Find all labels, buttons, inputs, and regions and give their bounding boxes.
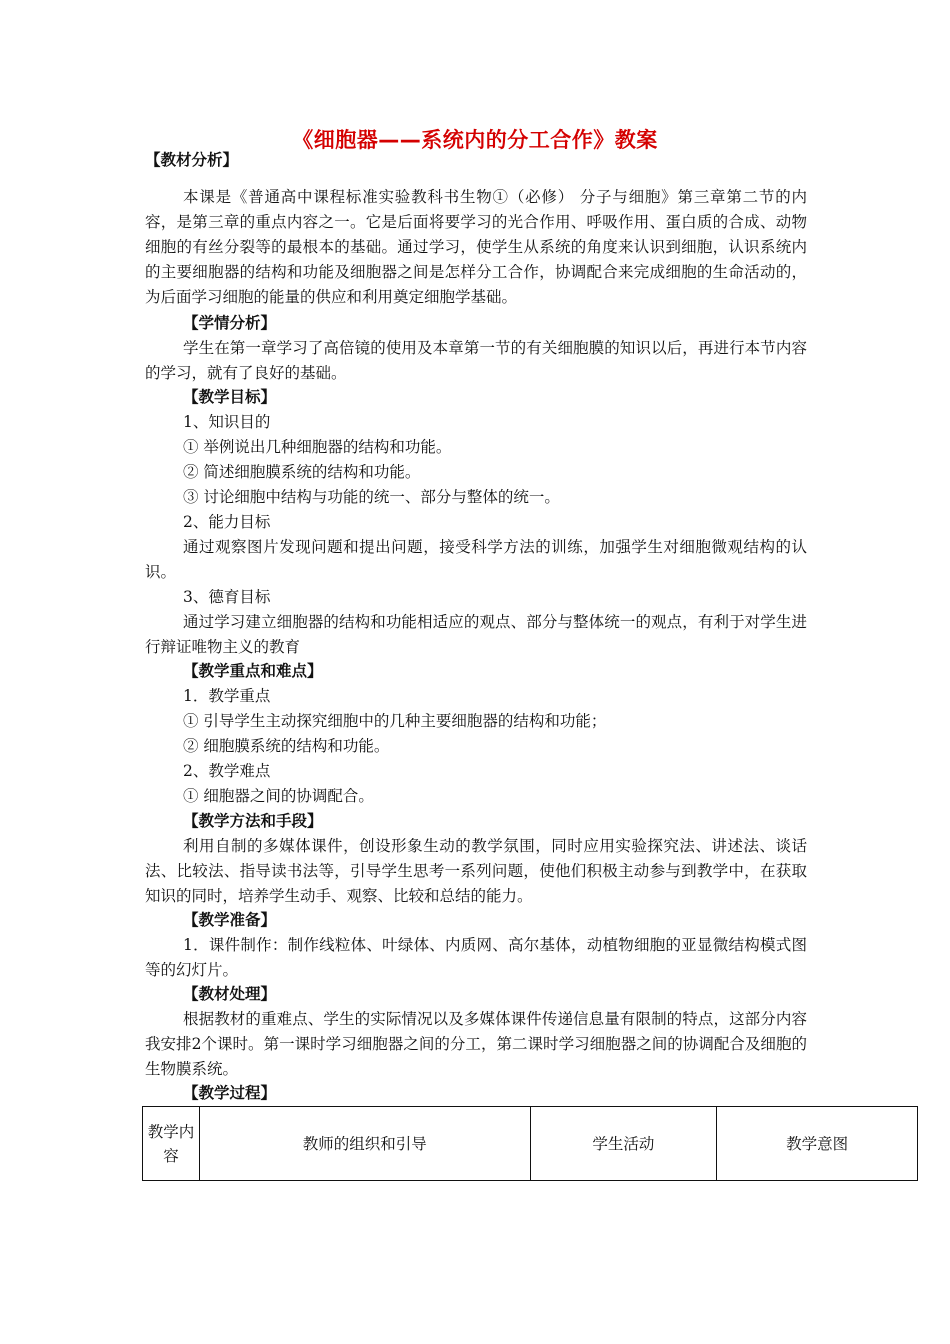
- document-title: 《细胞器——系统内的分工合作》教案: [292, 128, 658, 152]
- paragraph-textbook-analysis: 本课是《普通高中课程标准实验教科书生物①（必修） 分子与细胞》第三章第二节的内容，是第三章的重点内容之一。它是后面将要学习的光合作用、呼吸作用、蛋白质的合成、动物细胞的有丝分裂等的最根本的基础。通过学习，使学生从系统的角度来认识到细胞，认识系统内的主要细胞器的结构和功能及细胞器之间是怎样分工合作，协调配合来完成细胞的生命活动的，为后面学习细胞的能量的供应和利用奠定细胞学基础。: [145, 188, 807, 306]
- moral-objective-text: 通过学习建立细胞器的结构和功能相适应的观点、部分与整体统一的观点，有利于对学生进行辩证唯物主义的教育: [145, 613, 807, 656]
- difficult-points-title: 2、教学难点: [183, 762, 271, 780]
- difficult-point-1: ① 细胞器之间的协调配合。: [183, 787, 374, 805]
- heading-key-points: 【教学重点和难点】: [183, 662, 323, 680]
- heading-student-analysis: 【学情分析】: [183, 314, 277, 332]
- table-header-row: [143, 1107, 918, 1181]
- teaching-process-table: [142, 1106, 918, 1181]
- key-point-2: ② 细胞膜系统的结构和功能。: [183, 737, 390, 755]
- header-cell-intent: 教学意图: [717, 1107, 918, 1181]
- key-points-title: 1．教学重点: [183, 687, 271, 705]
- knowledge-objective-1: ① 举例说出几种细胞器的结构和功能。: [183, 438, 452, 456]
- header-cell-student: 学生活动: [530, 1107, 717, 1181]
- ability-objective-title: 2、能力目标: [183, 513, 271, 531]
- paragraph-student-analysis: 学生在第一章学习了高倍镜的使用及本章第一节的有关细胞膜的知识以后，再进行本节内容的学习，就有了良好的基础。: [145, 339, 807, 382]
- header-cell-teacher: 教师的组织和引导: [199, 1107, 530, 1181]
- heading-textbook-analysis: 【教材分析】: [145, 151, 239, 169]
- moral-objective-title: 3、德育目标: [183, 588, 271, 606]
- heading-material-handling: 【教材处理】: [183, 985, 277, 1003]
- heading-preparation: 【教学准备】: [183, 911, 277, 929]
- paragraph-teaching-methods: 利用自制的多媒体课件，创设形象生动的教学氛围，同时应用实验探究法、讲述法、谈话法、比较法、指导读书法等，引导学生思考一系列问题，使他们积极主动参与到教学中，在获取知识的同时，培养学生动手、观察、比较和总结的能力。: [145, 837, 807, 905]
- knowledge-objective-3: ③ 讨论细胞中结构与功能的统一、部分与整体的统一。: [183, 488, 560, 506]
- paragraph-material-handling: 根据教材的重难点、学生的实际情况以及多媒体课件传递信息量有限制的特点，这部分内容我安排2个课时。第一课时学习细胞器之间的分工，第二课时学习细胞器之间的协调配合及细胞的生物膜系统。: [145, 1010, 807, 1078]
- header-cell-content: 教学内容: [143, 1107, 200, 1181]
- heading-teaching-objectives: 【教学目标】: [183, 388, 277, 406]
- heading-teaching-process: 【教学过程】: [183, 1084, 277, 1102]
- knowledge-objective-2: ② 简述细胞膜系统的结构和功能。: [183, 463, 421, 481]
- paragraph-preparation: 1．课件制作：制作线粒体、叶绿体、内质网、高尔基体，动植物细胞的亚显微结构模式图等的幻灯片。: [145, 936, 807, 979]
- ability-objective-text: 通过观察图片发现问题和提出问题，接受科学方法的训练，加强学生对细胞微观结构的认识。: [145, 538, 807, 581]
- knowledge-objective-title: 1、知识目的: [183, 413, 271, 431]
- key-point-1: ① 引导学生主动探究细胞中的几种主要细胞器的结构和功能；: [183, 712, 607, 730]
- heading-teaching-methods: 【教学方法和手段】: [183, 812, 323, 830]
